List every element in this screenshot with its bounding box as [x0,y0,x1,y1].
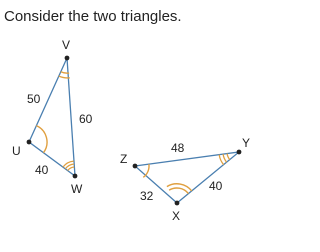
triangle-uvw [12,38,93,196]
side-label-uv: 50 [27,92,41,106]
question-prompt: Consider the two triangles. [4,8,182,25]
vertex-v-dot [65,56,70,61]
vertex-label-x: X [172,209,181,223]
side-label-uw: 40 [35,163,49,177]
angle-x-mark-inner [169,188,188,194]
side-label-zx: 32 [140,189,154,203]
triangle-zyx [120,136,250,223]
vertex-label-w: W [71,182,83,196]
vertex-label-v: V [62,38,71,52]
angle-w-mark-3 [68,167,75,171]
angle-z-mark [143,164,149,177]
triangle-uvw-edges [29,58,75,176]
vertex-y-dot [237,150,242,155]
side-label-zy: 48 [171,141,185,155]
side-label-xy: 40 [209,179,223,193]
vertex-label-z: Z [120,152,128,166]
angle-y-mark-2 [223,154,227,162]
vertex-w-dot [73,174,78,179]
angle-y-mark-3 [227,154,230,160]
vertex-u-dot [27,140,32,145]
vertex-x-dot [175,201,180,206]
vertex-z-dot [133,164,138,169]
vertex-label-y: Y [242,136,251,150]
vertex-label-u: U [12,144,21,158]
side-label-vw: 60 [79,112,93,126]
